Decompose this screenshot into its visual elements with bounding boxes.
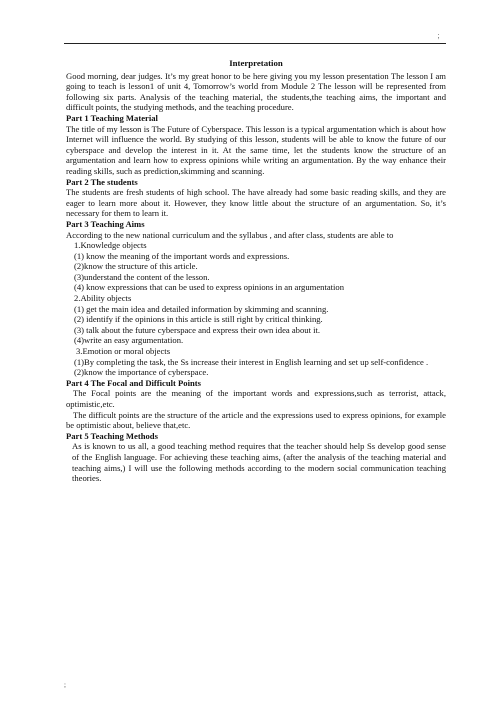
header-rule (64, 43, 446, 44)
part1-heading: Part 1 Teaching Material (66, 112, 158, 123)
part3-body: According to the new national curriculum and the syllabus , and after class, students are able to (66, 229, 394, 240)
intro-paragraph: Good morning, dear judges. It’s my great honor to be here giving you my lesson presentation The lesson I am going to teach is lesson1 of unit 4, Tomorrow’s world from Module 2 The lesson will be represented from following six parts. Analysis of the teaching material, the students,the teaching aims, the important and difficult points, the studying methods, and the teaching procedure. (66, 70, 446, 113)
document-title: Interpretation (229, 58, 283, 68)
part2-body: The students are fresh students of high school. The have already had some basic reading skills, and they are eager to learn more about it. However, they know little about the structure of an argumentation. So, it’s necessary for them to learn it. (66, 187, 446, 219)
header-mark: ； (437, 32, 444, 40)
part5-heading: Part 5 Teaching Methods (66, 430, 158, 441)
ability-item: (4)write an easy argumentation. (74, 335, 184, 346)
ability-item: (2) identify if the opinions in this article is still right by critical thinking. (74, 314, 323, 325)
ability-item: (1) get the main idea and detailed information by skimming and scanning. (74, 303, 329, 314)
knowledge-objects-title: 1.Knowledge objects (74, 240, 147, 251)
knowledge-item: (1) know the meaning of the important words and expressions. (74, 250, 290, 261)
ability-objects-title: 2.Ability objects (74, 293, 132, 304)
part4-focal: The Focal points are the meaning of the important words and expressions,such as terrorist, attack, optimistic,etc. (66, 388, 446, 409)
part2-heading: Part 2 The students (66, 176, 138, 187)
knowledge-item: (2)know the structure of this article. (74, 261, 198, 272)
part5-body: As is known to us all, a good teaching method requires that the teacher should help Ss develop good sense of the English language. For achieving these teaching aims, (after the analysis of the teaching material and teaching aims,) I will use the following methods according to the modern social communication teaching theories. (72, 441, 446, 484)
part1-body: The title of my lesson is The Future of Cyberspace. This lesson is a typical argumentation which is about how Internet will influence the world. By studying of this lesson, students will be able to know the future of our cyberspace and develop the interest in it. At the same time, let the students know the structure of an argumentation and learn how to express opinions while writing an argumentation. By the way enhance their reading skills, such as prediction,skimming and scanning. (66, 123, 446, 176)
document-page (66, 58, 446, 484)
emotion-objects-title: 3.Emotion or moral objects (76, 346, 171, 357)
emotion-item: (2)know the importance of cyberspace. (74, 367, 209, 378)
part4-difficult: The difficult points are the structure of the article and the expressions used to express opinions, for example be optimistic about, believe that,etc. (66, 409, 446, 431)
knowledge-item: (4) know expressions that can be used to express opinions in an argumentation (74, 282, 345, 293)
knowledge-item: (3)understand the content of the lesson. (74, 271, 210, 282)
part4-heading: Part 4 The Focal and Difficult Points (66, 377, 201, 388)
part3-heading: Part 3 Teaching Aims (66, 218, 145, 229)
footer-mark: ; (64, 681, 66, 689)
ability-item: (3) talk about the future cyberspace and express their own idea about it. (74, 324, 321, 335)
emotion-item: (1)By completing the task, the Ss increase their interest in English learning and set up self-confidence . (74, 356, 429, 367)
